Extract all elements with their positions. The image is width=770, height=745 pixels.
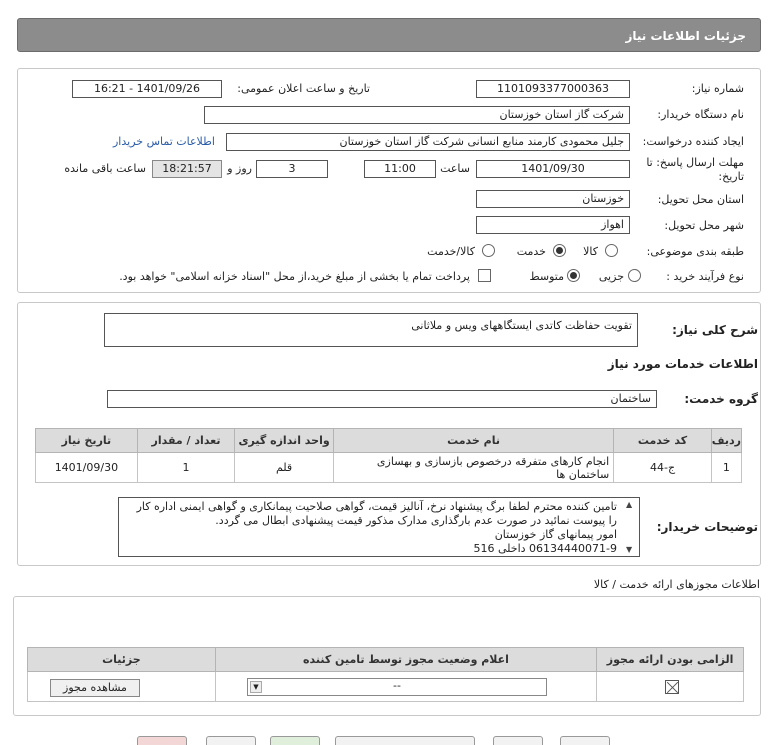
- col-permit-required: الزامی بودن ارائه مجوز: [597, 648, 744, 672]
- permit-status-select[interactable]: [247, 678, 547, 696]
- bottom-action-button[interactable]: [206, 736, 256, 745]
- chevron-down-icon: ▼: [250, 681, 262, 693]
- permit-status-value: --: [393, 679, 401, 692]
- cell-date: 1401/09/30: [36, 453, 138, 483]
- bottom-action-button[interactable]: [335, 736, 475, 745]
- description-label: شرح کلی نیاز:: [672, 323, 758, 337]
- col-permit-details: جزئیات: [28, 648, 216, 672]
- buyer-label: نام دستگاه خریدار:: [657, 108, 744, 121]
- page-title-bar: [17, 18, 761, 52]
- bottom-action-button[interactable]: [493, 736, 543, 745]
- bottom-action-button[interactable]: [560, 736, 610, 745]
- col-code: کد خدمت: [614, 429, 712, 453]
- category-label: طبقه بندی موضوعی:: [646, 245, 744, 258]
- bottom-action-button[interactable]: [137, 736, 187, 745]
- process-medium-label: متوسط: [529, 270, 564, 283]
- cell-qty: 1: [137, 453, 235, 483]
- cell-code: ج-44: [614, 453, 712, 483]
- days-label: روز و: [227, 162, 252, 175]
- col-unit: واحد اندازه گیری: [235, 429, 334, 453]
- service-group-label: گروه خدمت:: [684, 392, 758, 406]
- permits-table-header: [28, 648, 744, 672]
- remaining-label: ساعت باقی مانده: [64, 162, 146, 175]
- view-permit-button[interactable]: مشاهده مجوز: [50, 679, 140, 697]
- deadline-time-field: 11:00: [364, 160, 436, 178]
- col-qty: تعداد / مقدار: [137, 429, 235, 453]
- announce-label: تاریخ و ساعت اعلان عمومی:: [237, 82, 370, 95]
- deadline-label: مهلت ارسال پاسخ: تا تاریخ:: [646, 156, 744, 183]
- announce-field: 1401/09/26 - 16:21: [72, 80, 222, 98]
- services-table-header: [36, 429, 742, 453]
- cell-name: انجام کارهای متفرقه درخصوص بازسازی و بهسازی ساختمان ها: [333, 453, 613, 483]
- category-radio-goods[interactable]: [605, 244, 618, 257]
- category-radio-goods-service[interactable]: [482, 244, 495, 257]
- scroll-up-icon[interactable]: ▲: [626, 500, 633, 509]
- creator-label: ایجاد کننده درخواست:: [642, 135, 744, 148]
- deadline-date-field: 1401/09/30: [476, 160, 630, 178]
- buyer-notes-textarea[interactable]: تامین کننده محترم لطفا برگ پیشنهاد نرخ، آنالیز قیمت، گواهی صلاحیت پیمانکاری و گواهی ایمنی اداره کار را پیوست نمائید در صورت عدم بارگذاری مدارک مذکور قیمت پیشنهادی ابطال می گردد. امور پیمانهای گاز خوزستان 06134440071-9 داخلی 516: [118, 497, 640, 557]
- deadline-time-label: ساعت: [440, 162, 470, 175]
- province-label: استان محل تحویل:: [657, 193, 744, 206]
- need-number-field: 1101093377000363: [476, 80, 630, 98]
- province-field: خوزستان: [476, 190, 630, 208]
- creator-field: جلیل محمودی کارمند منابع انسانی شرکت گاز استان خوزستان: [226, 133, 630, 151]
- col-permit-status: اعلام وضعیت مجوز توسط تامین کننده: [215, 648, 596, 672]
- category-goods-label: کالا: [583, 245, 598, 258]
- service-group-field: ساختمان: [107, 390, 657, 408]
- need-number-label: شماره نیاز:: [691, 82, 744, 95]
- cell-unit: قلم: [235, 453, 334, 483]
- page-title: جزئیات اطلاعات نیاز: [625, 29, 746, 43]
- col-row: ردیف: [711, 429, 741, 453]
- col-name: نام خدمت: [333, 429, 613, 453]
- process-radio-minor[interactable]: [628, 269, 641, 282]
- city-label: شهر محل تحویل:: [664, 219, 744, 232]
- contact-buyer-link[interactable]: اطلاعات تماس خریدار: [113, 135, 215, 148]
- city-field: اهواز: [476, 216, 630, 234]
- col-date: تاریخ نیاز: [36, 429, 138, 453]
- services-table: [35, 428, 742, 483]
- treasury-payment-checkbox[interactable]: [478, 269, 491, 282]
- process-minor-label: جزیی: [598, 270, 624, 283]
- permit-required-checkbox-icon: [665, 680, 679, 694]
- permits-section-title: اطلاعات مجوزهای ارائه خدمت / کالا: [593, 578, 760, 591]
- days-field: 3: [256, 160, 328, 178]
- bottom-action-button[interactable]: [270, 736, 320, 745]
- buyer-notes-label: توضیحات خریدار:: [656, 520, 758, 534]
- category-goods-service-label: کالا/خدمت: [427, 245, 475, 258]
- category-radio-service[interactable]: [553, 244, 566, 257]
- remaining-time-field: 18:21:57: [152, 160, 222, 178]
- process-radio-medium[interactable]: [567, 269, 580, 282]
- services-section-title: اطلاعات خدمات مورد نیاز: [607, 357, 758, 371]
- category-service-label: خدمت: [516, 245, 546, 258]
- payment-note: پرداخت تمام یا بخشی از مبلغ خرید،از محل "اسناد خزانه اسلامی" خواهد بود.: [119, 270, 470, 283]
- table-row: [36, 453, 742, 483]
- description-field: تقویت حفاظت کاتدی ایستگاههای ویس و ملاثانی: [104, 313, 638, 347]
- scroll-down-icon[interactable]: ▼: [626, 545, 633, 554]
- process-label: نوع فرآیند خرید :: [666, 270, 744, 283]
- cell-row: 1: [711, 453, 741, 483]
- buyer-field: شرکت گاز استان خوزستان: [204, 106, 630, 124]
